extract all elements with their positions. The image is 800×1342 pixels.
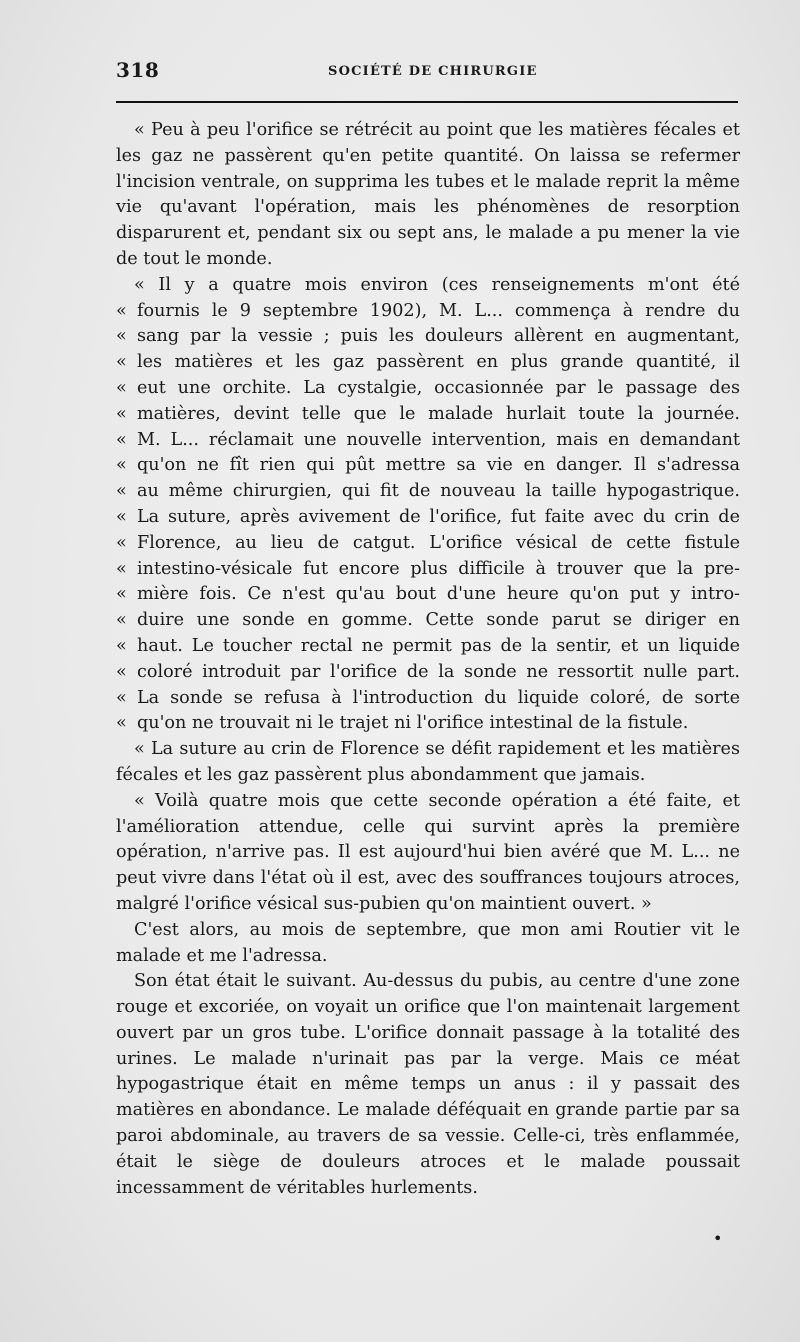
quoted-line: « fournis le 9 septembre 1902), M. L... commença à rendre du	[116, 300, 740, 321]
quoted-line: « haut. Le toucher rectal ne permit pas de la sentir, et un liquide	[116, 635, 740, 656]
stray-ink-mark: •	[713, 1229, 723, 1248]
quoted-line: « Florence, au lieu de catgut. L'orifice vésical de cette fistule	[116, 532, 740, 553]
quoted-line: « intestino-vésicale fut encore plus difficile à trouver que la pre-	[116, 558, 740, 579]
quoted-line: « qu'on ne fît rien qui pût mettre sa vie en danger. Il s'adressa	[116, 455, 740, 476]
paragraph: « Peu à peu l'orifice se rétrécit au point que les matières fécales et les gaz ne passèrent qu'en petite quantité. On laissa se refermer l'incision ventrale, on supprima les tubes et le malade reprit la même vie qu'avant l'opération, mais les phénomènes de resorption disparurent et, pendant six ou sept ans, le malade a pu mener la vie de tout le monde.	[116, 120, 740, 269]
quoted-line: « M. L... réclamait une nouvelle intervention, mais en demandant	[116, 429, 740, 450]
quoted-line: « les matières et les gaz passèrent en plus grande quantité, il	[116, 352, 740, 373]
quoted-line: « duire une sonde en gomme. Cette sonde parut se diriger en	[116, 610, 740, 631]
quoted-line: « La suture, après avivement de l'orifice, fut faite avec du crin de	[116, 506, 740, 527]
quoted-line: « matières, devint telle que le malade hurlait toute la journée.	[116, 403, 740, 424]
page-header	[116, 58, 738, 88]
quoted-line: « sang par la vessie ; puis les douleurs allèrent en augmentant,	[116, 326, 740, 347]
quoted-line: « La sonde se refusa à l'introduction du liquide coloré, de sorte	[116, 687, 740, 708]
quoted-line: « mière fois. Ce n'est qu'au bout d'une heure qu'on put y intro-	[116, 584, 740, 605]
header-rule	[116, 101, 738, 103]
paragraph: « Voilà quatre mois que cette seconde opération a été faite, et l'amélioration attendue, celle qui survint après la première opération, n'arrive pas. Il est aujourd'hui bien avéré que M. L... ne peut vivre dans l'état où il est, avec des souffrances toujours atroces, malgré l'orifice vésical sus-pubien qu'on maintient ouvert. »	[116, 790, 740, 914]
body-text	[116, 118, 740, 1201]
paragraph: C'est alors, au mois de septembre, que mon ami Routier vit le malade et me l'adressa.	[116, 919, 740, 966]
quoted-line: « Il y a quatre mois environ (ces renseignements m'ont été	[134, 274, 740, 295]
page-number: 318	[116, 58, 160, 82]
quoted-line: « qu'on ne trouvait ni le trajet ni l'orifice intestinal de la fistule.	[116, 713, 689, 734]
quoted-block	[116, 273, 740, 737]
quoted-line: « au même chirurgien, qui fit de nouveau la taille hypogastrique.	[116, 481, 740, 502]
paragraph: « La suture au crin de Florence se défit rapidement et les matières fécales et les gaz passèrent plus abondamment que jamais.	[116, 739, 740, 785]
quoted-line: « coloré introduit par l'orifice de la sonde ne ressortit nulle part.	[116, 661, 740, 682]
quoted-line: « eut une orchite. La cystalgie, occasionnée par le passage des	[116, 377, 740, 398]
running-head: SOCIÉTÉ DE CHIRURGIE	[328, 64, 538, 79]
paragraph: Son état était le suivant. Au-dessus du pubis, au centre d'une zone rouge et excoriée, on voyait un orifice que l'on maintenait largement ouvert par un gros tube. L'orifice donnait passage à la totalité des urines. Le malade n'urinait pas par la verge. Mais ce méat hypogastrique était en même temps un anus : il y passait des matières en abondance. Le malade déféquait en grande partie par sa paroi abdominale, au travers de sa vessie. Celle-ci, très enflammée, était le siège de douleurs atroces et le malade poussait incessamment de véritables hurlements.	[116, 971, 740, 1198]
